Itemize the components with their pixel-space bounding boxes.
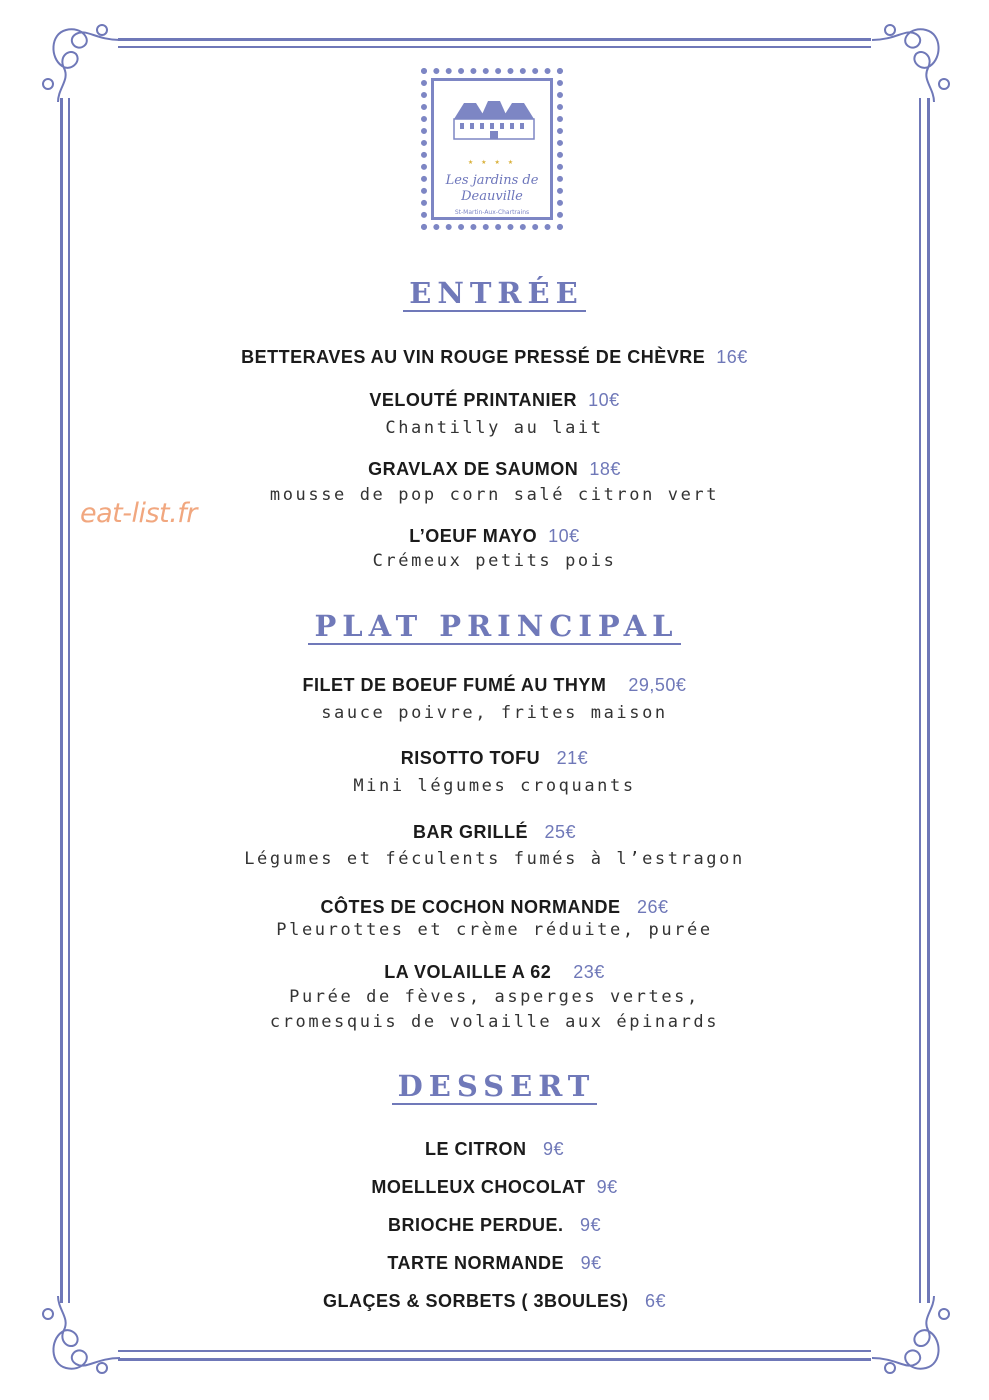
- logo-inner: [431, 78, 553, 220]
- item-name: GLAÇES & SORBETS ( 3BOULES): [322, 1291, 629, 1311]
- item-description: Légumes et féculents fumés à l’estragon: [244, 849, 745, 869]
- item-price: 21€: [556, 748, 589, 768]
- corner-ornament-top-left-icon: [36, 18, 126, 108]
- corner-ornament-top-right-icon: [866, 18, 956, 108]
- menu-item: [0, 1291, 989, 1312]
- menu-item: [0, 1253, 989, 1274]
- item-name: BAR GRILLÉ: [412, 822, 528, 842]
- item-price: 9€: [580, 1253, 602, 1273]
- section-title-entree-text: ENTRÉE: [403, 276, 586, 312]
- item-description: Mini légumes croquants: [353, 776, 636, 796]
- menu-item: [0, 675, 989, 696]
- item-name: GRAVLAX DE SAUMON: [368, 459, 579, 479]
- item-price: 29,50€: [628, 675, 687, 695]
- item-description: Pleurottes et crème réduite, purée: [276, 920, 713, 940]
- logo-location: St-Martin-Aux-Chartrains: [454, 209, 530, 216]
- item-name: MOELLEUX CHOCOLAT: [371, 1177, 586, 1197]
- menu-item: [0, 897, 989, 918]
- item-description: sauce poivre, frites maison: [321, 703, 668, 723]
- item-name: LE CITRON: [424, 1139, 527, 1159]
- item-name: CÔTES DE COCHON NORMANDE: [320, 897, 621, 917]
- item-description: mousse de pop corn salé citron vert: [269, 485, 720, 505]
- item-description: Crémeux petits pois: [372, 551, 617, 571]
- item-description: Chantilly au lait: [385, 418, 604, 438]
- section-title-dessert-text: DESSERT: [392, 1069, 598, 1105]
- frame-top-inner: [118, 46, 871, 48]
- item-description: Purée de fèves, asperges vertes,: [289, 987, 700, 1007]
- item-price: 26€: [636, 897, 669, 917]
- frame-bottom-outer: [118, 1358, 871, 1361]
- item-price: 23€: [573, 962, 605, 982]
- item-price: 25€: [544, 822, 577, 842]
- menu-item: [0, 1177, 989, 1198]
- menu-item: [0, 459, 989, 480]
- section-title-dessert: [0, 1069, 989, 1105]
- item-name: FILET DE BOEUF FUMÉ AU THYM: [302, 675, 607, 695]
- menu-item: [0, 526, 989, 547]
- item-description-line2: cromesquis de volaille aux épinards: [269, 1012, 720, 1032]
- section-title-plat: [0, 609, 989, 645]
- menu-item: [0, 347, 989, 368]
- item-price: 10€: [588, 390, 620, 410]
- frame-top-outer: [118, 38, 871, 41]
- menu-item: [0, 748, 989, 769]
- item-name: BRIOCHE PERDUE.: [387, 1215, 564, 1235]
- menu-item: [0, 1215, 989, 1236]
- item-name: VELOUTÉ PRINTANIER: [369, 390, 578, 410]
- item-price: 6€: [645, 1291, 667, 1311]
- watermark: eat-list.fr: [80, 498, 197, 529]
- item-price: 18€: [589, 459, 621, 479]
- frame-bottom-inner: [118, 1350, 871, 1352]
- logo-name: Les jardins de Deauville: [445, 173, 539, 204]
- menu-item: [0, 962, 989, 983]
- item-name: TARTE NORMANDE: [387, 1253, 565, 1273]
- item-name: BETTERAVES AU VIN ROUGE PRESSÉ DE CHÈVRE: [241, 347, 706, 367]
- item-price: 9€: [542, 1139, 565, 1159]
- menu-item: [0, 822, 989, 843]
- section-title-entree: [0, 276, 989, 312]
- item-name: LA VOLAILLE A 62: [384, 962, 552, 982]
- item-price: 9€: [596, 1177, 618, 1197]
- item-name: L’OEUF MAYO: [409, 526, 538, 546]
- item-name: RISOTTO TOFU: [400, 748, 541, 768]
- menu-item: [0, 390, 989, 411]
- logo-stars: ★ ★ ★ ★: [467, 159, 517, 166]
- manor-house-icon: [450, 95, 538, 143]
- restaurant-logo: [421, 68, 563, 230]
- item-price: 16€: [716, 347, 748, 367]
- section-title-plat-text: PLAT PRINCIPAL: [308, 609, 680, 645]
- item-price: 10€: [548, 526, 580, 546]
- item-price: 9€: [580, 1215, 602, 1235]
- menu-item: [0, 1139, 989, 1160]
